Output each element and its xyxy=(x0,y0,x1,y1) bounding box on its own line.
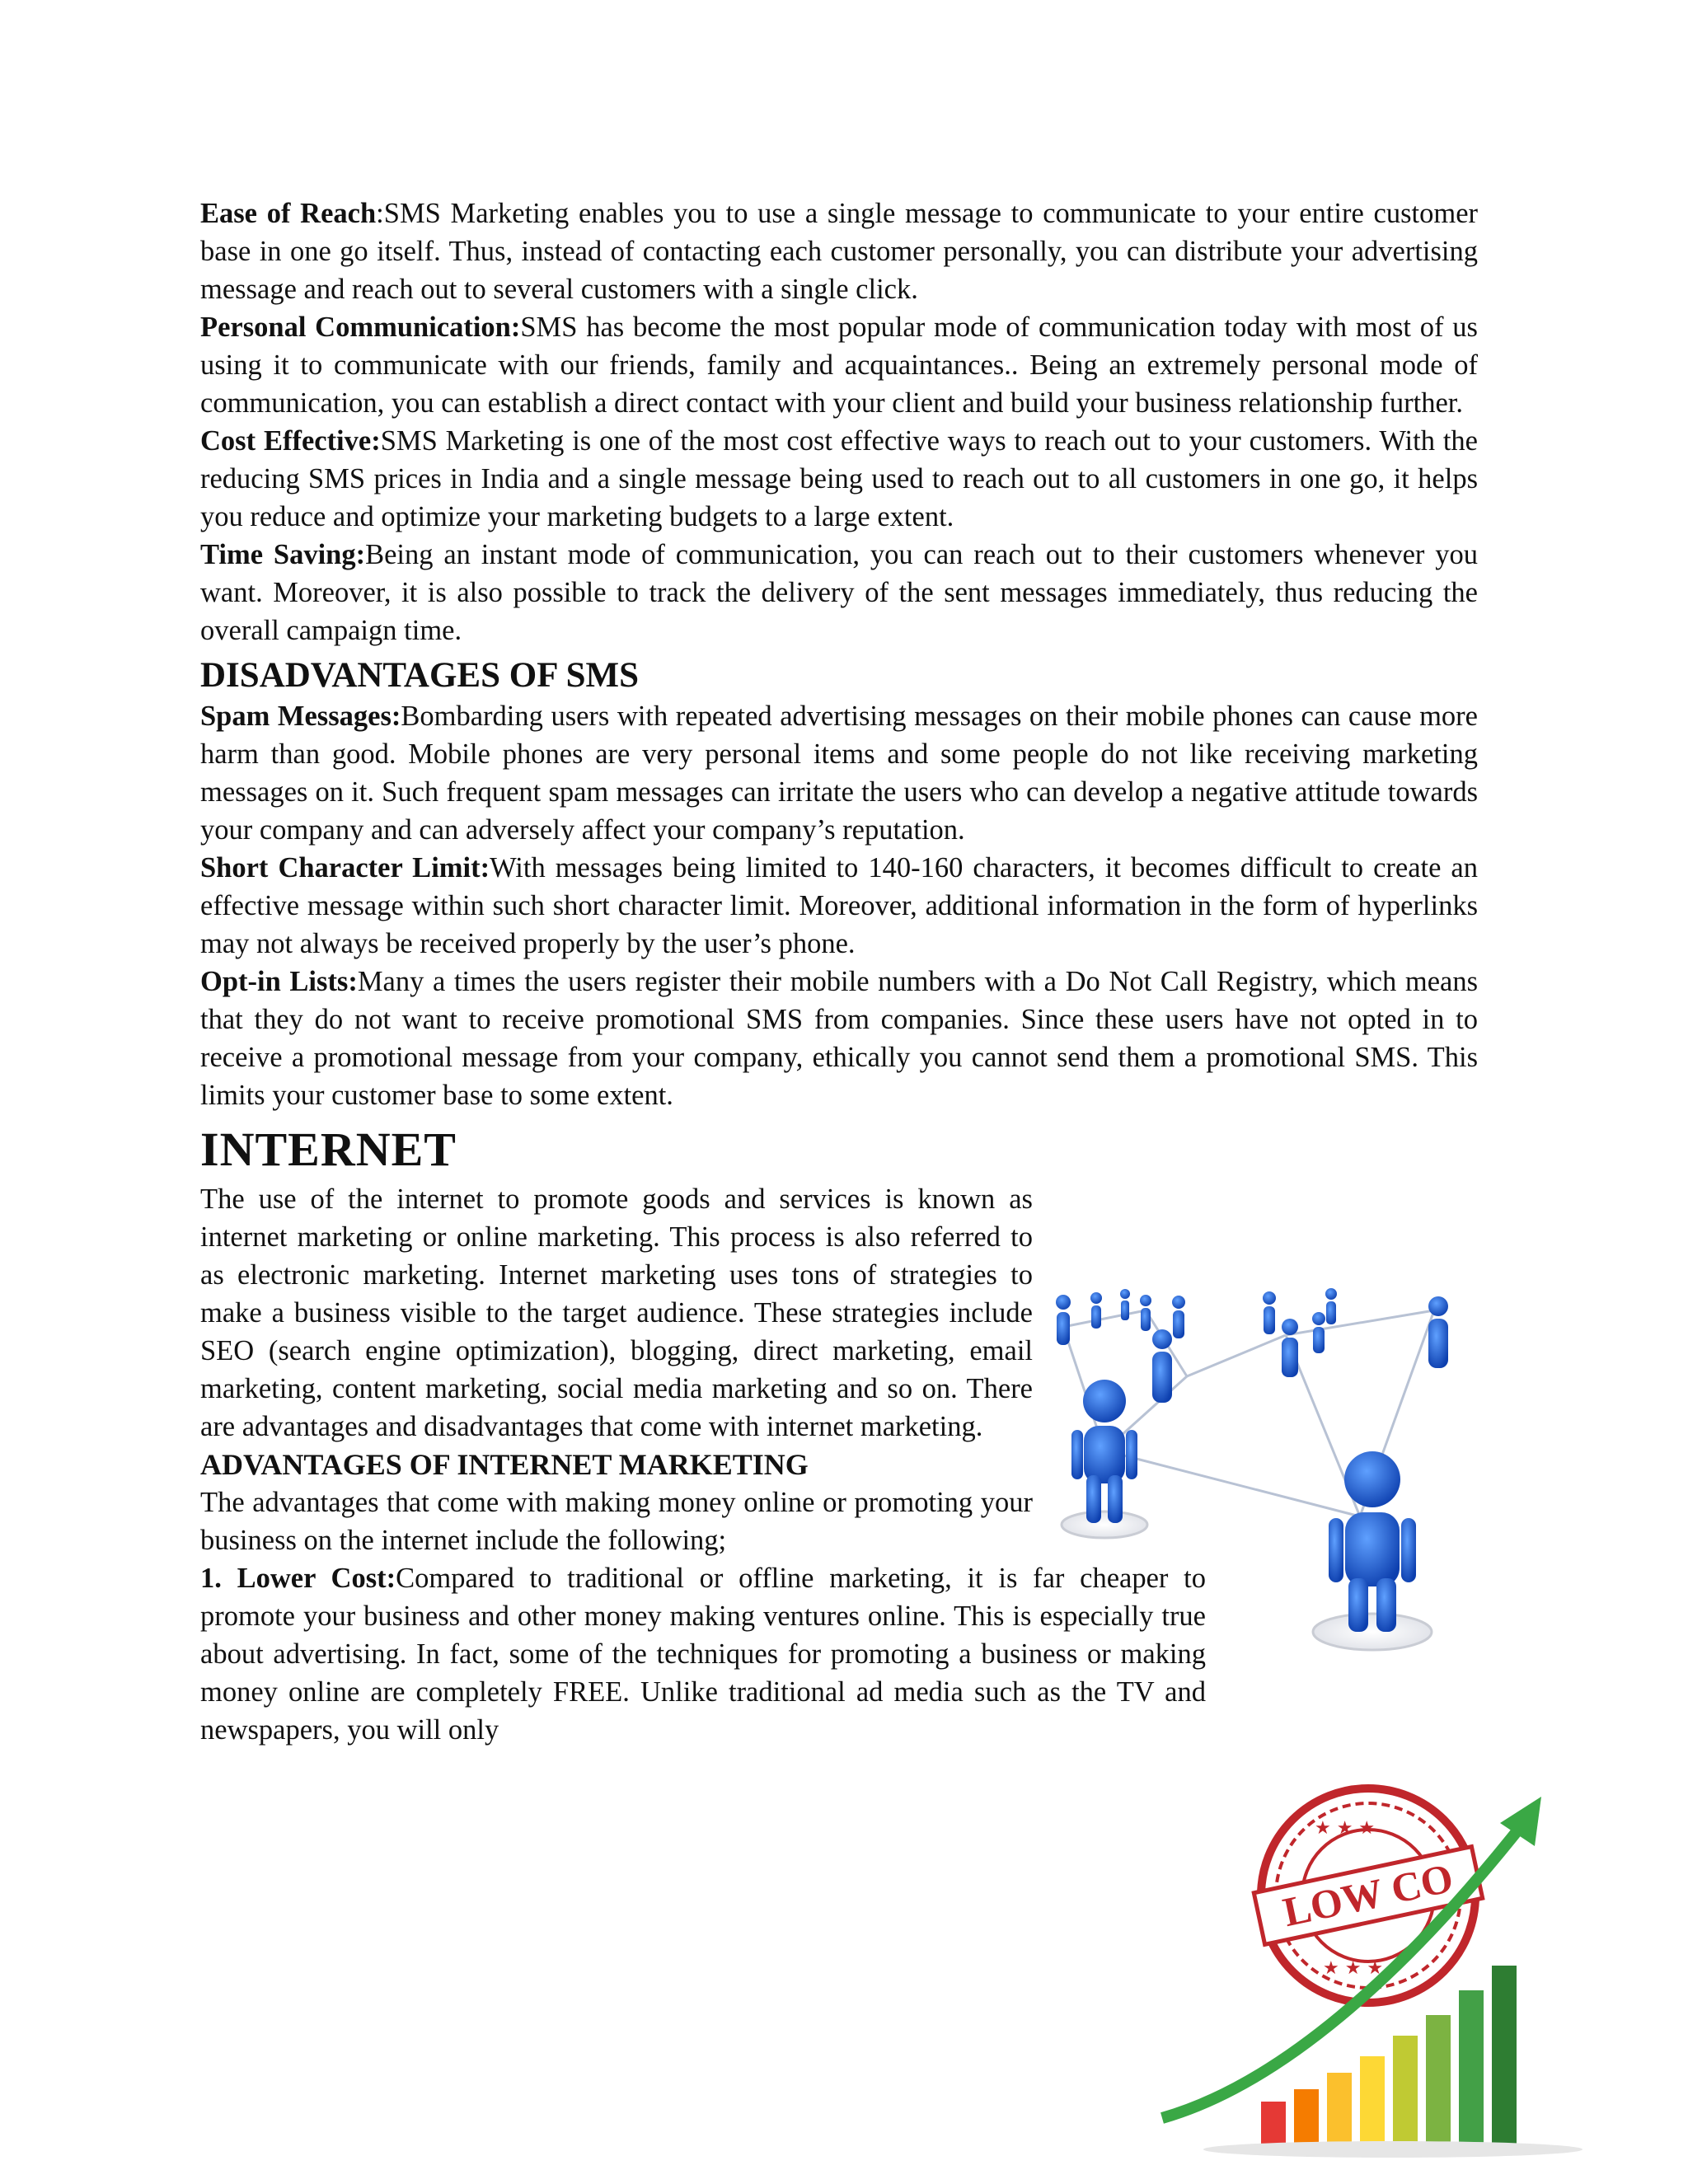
text-time-saving: Being an instant mode of communication, you can reach out to their customers whenever you want. Moreover, it is also possible to track the delivery of the sent messages immediately, thus reducing the overall campaign time. xyxy=(200,539,1478,646)
text-personal-communication: SMS has become the most popular mode of communication today with most of us using it to communicate with our friends, family and acquaintances.. Being an extremely personal mode of communication, you can establish a direct contact with your client and build your business relationship further. xyxy=(200,312,1478,419)
paragraph-personal-communication xyxy=(200,308,1478,422)
text-short-character-limit: With messages being limited to 140-160 characters, it becomes difficult to create an effective message within such short character limit. Moreover, additional information in the form of hyperlinks may not always be received properly by the user’s phone. xyxy=(200,852,1478,959)
advantages-internet-heading: ADVANTAGES OF INTERNET MARKETING xyxy=(200,1448,809,1481)
text-cost-effective: SMS Marketing is one of the most cost effective ways to reach out to your customers. With the reducing SMS prices in India and a single message being used to reach out to all customers in one go, it helps you reduce and optimize your marketing budgets to a large extent. xyxy=(200,425,1478,532)
figure-right xyxy=(1329,1451,1416,1632)
term-personal-communication: Personal Communication: xyxy=(200,312,521,343)
disadvantages-heading: DISADVANTAGES OF SMS xyxy=(200,656,640,695)
figure-left xyxy=(1071,1380,1137,1523)
low-cost-image xyxy=(1154,1772,1582,2159)
paragraph-advantages-intro: The advantages that come with making money online or promoting your business on the internet include the following; xyxy=(200,1487,1033,1556)
term-short-character-limit: Short Character Limit: xyxy=(200,852,490,883)
paragraph-spam-messages xyxy=(200,697,1478,849)
paragraph-ease-of-reach xyxy=(200,194,1478,308)
term-cost-effective: Cost Effective: xyxy=(200,425,381,457)
paragraph-cost-effective xyxy=(200,422,1478,536)
internet-heading: INTERNET xyxy=(200,1122,457,1176)
paragraph-short-character-limit xyxy=(200,849,1478,963)
paragraph-opt-in-lists xyxy=(200,963,1478,1114)
text-opt-in-lists: Many a times the users register their mobile numbers with a Do Not Call Registry, which means that they do not want to receive promotional SMS from companies. Since these users have not opted in to receive a promotional message from your company, ethically you cannot send them a promotional SMS. This limits your customer base to some extent. xyxy=(200,966,1479,1111)
text-lower-cost: Compared to traditional or offline marketing, it is far cheaper to promote your business and other money making ventures online. This is especially true about advertising. In fact, some of the techniques for promoting a business or making money online are completely FREE. Unlike traditional ad media such as the TV and newspapers, you will only xyxy=(200,1563,1206,1746)
text-ease-of-reach: :SMS Marketing enables you to use a single message to communicate to your entire customer base in one go itself. Thus, instead of contacting each customer personally, you can distribute your advertising message and reach out to several customers with a single click. xyxy=(200,198,1479,305)
network-people-image xyxy=(1047,1277,1475,1673)
stamp-label: LOW CO xyxy=(1278,1854,1457,1936)
term-ease-of-reach: Ease of Reach xyxy=(200,198,377,229)
paragraph-time-saving xyxy=(200,536,1478,649)
stamp-star-icon-bottom: ★ ★ ★ xyxy=(1323,1958,1384,1979)
text-spam-messages: Bombarding users with repeated advertising messages on their mobile phones can cause more harm than good. Mobile phones are very personal items and some people do not like receiving marketing messages on it. Such frequent spam messages can irritate the users who can develop a negative attitude towards your company and can adversely affect your company’s reputation. xyxy=(200,701,1478,846)
low-cost-stamp xyxy=(1254,1788,1482,2003)
term-time-saving: Time Saving: xyxy=(200,539,366,570)
people-figures xyxy=(1056,1288,1448,1632)
term-opt-in-lists: Opt-in Lists: xyxy=(200,966,358,997)
stamp-star-icon: ★ ★ ★ xyxy=(1315,1818,1376,1839)
term-lower-cost: 1. Lower Cost: xyxy=(200,1563,396,1594)
paragraph-internet-intro: The use of the internet to promote goods and services is known as internet marketing or online marketing. This process is also referred to as electronic marketing. Internet marketing uses tons of strategies to make a business visible to the target audience. These strategies include SEO (search engine optimization), blogging, direct marketing, email marketing, content marketing, social media marketing and so on. There are advantages and disadvantages that come with internet marketing. xyxy=(200,1183,1033,1442)
term-spam-messages: Spam Messages: xyxy=(200,701,401,732)
